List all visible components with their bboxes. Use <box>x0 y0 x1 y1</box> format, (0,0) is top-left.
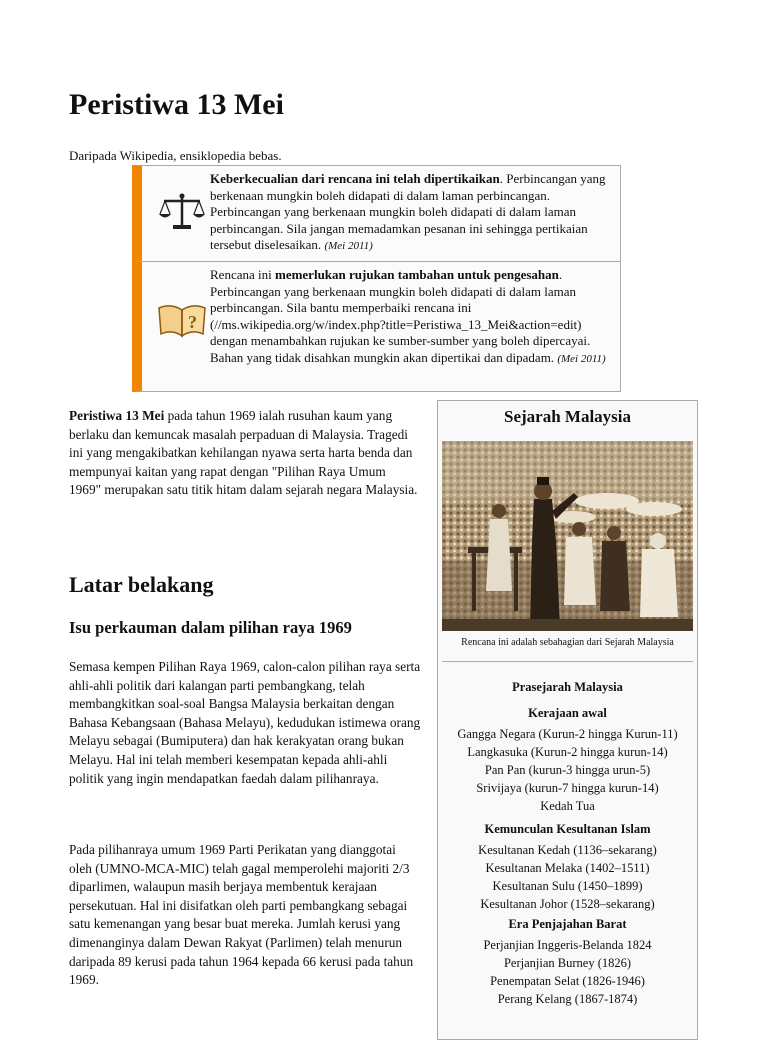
scales-icon <box>154 192 210 232</box>
paragraph-campaign: Semasa kempen Pilihan Raya 1969, calon-calon pilihan raya serta ahli-ahli politik dari kalangan parti pembangkang, telah membangkitkan soal-soal Bangsa Malaysia berkaitan dengan Bahasa Kebangsaan (Bahasa Melayu), kedudukan istimewa orang Melayu sebagai (Bumiputera) dan hak kerakyatan orang bukan Melayu. Hal ini telah memberi kesempatan kepada ahli-ahli politik yang ingin mendapatkan faedah dalam pilihanraya. <box>69 659 421 786</box>
references-notice-text: Rencana ini memerlukan rujukan tambahan untuk pengesahan. Perbincangan yang berkenaan mungkin boleh didapati di dalam laman perbincangan. Sila bantu memperbaiki rencana ini (//ms.wikipedia.org/w/index.php?title=Peristiwa_13_Mei&action=edit) dengan menambahkan rujukan ke sumber-sumber yang boleh dipercayai. Bahan yang tidak disahkan mungkin akan dipertikai dan dipadam. (Mei 2011) <box>210 267 606 365</box>
infobox-title: Sejarah Malaysia <box>503 407 632 426</box>
notice-heading: memerlukan rujukan tambahan untuk pengesahan <box>274 267 559 282</box>
paragraph-results: Pada pilihanraya umum 1969 Parti Perikatan yang dianggotai oleh (UMNO-MCA-MIC) telah gagal memperolehi majoriti 2/3 diparlimen, walaupun masih berjaya membentuk kerajaan persekutuan. Hal ini disifatkan oleh parti pembangkang sebagai satu kemenangan yang besar buat mereka. Jumlah kerusi yang dimenanginya dalam Dewan Rakyat (Parlimen) telah menurun daripada 89 kerusi pada tahun 1964 kepada 66 kerusi pada tahun 1969. <box>69 842 414 988</box>
notice-heading: Keberkecualian dari rencana ini telah dipertikaikan <box>210 171 500 186</box>
nav-item[interactable]: Kesultanan Sulu (1450–1899) <box>492 879 643 893</box>
nav-item[interactable]: Srivijaya (kurun-7 hingga kurun-14) <box>476 781 659 795</box>
notice-body: Perbincangan yang berkenaan mungkin boleh didapati di dalam laman perbincangan. Sila bantu memperbaiki rencana ini (//ms.wikipedia.org/w/index.php?title=Peristiwa_13_Mei&action=edit) dengan menambahkan rujukan ke sumber-sumber yang boleh dipercayai. Bahan yang tidak disahkan mungkin akan dipertikai dan dipadam. <box>210 283 591 365</box>
source-line: Daripada Wikipedia, ensiklopedia bebas. <box>69 148 282 163</box>
subsection-heading: Isu perkauman dalam pilihan raya 1969 <box>69 618 352 637</box>
references-notice <box>132 262 621 392</box>
nav-item[interactable]: Penempatan Selat (1826-1946) <box>490 974 645 988</box>
nav-item[interactable]: Kedah Tua <box>540 799 595 813</box>
dispute-notice <box>132 165 621 262</box>
nav-item[interactable]: Kesultanan Johor (1528–sekarang) <box>480 897 655 911</box>
nav-item[interactable]: Kesultanan Kedah (1136–sekarang) <box>478 843 657 857</box>
intro-bold: Peristiwa 13 Mei <box>69 408 165 423</box>
nav-item[interactable]: Perjanjian Inggeris-Belanda 1824 <box>483 938 652 952</box>
dispute-notice-text: Keberkecualian dari rencana ini telah dipertikaikan. Perbincangan yang berkenaan mungkin boleh didapati di dalam laman perbincangan. Perbincangan yang berkenaan mungkin boleh didapati di dalam laman perbincangan. Sila jangan memadamkan pesanan ini sehingga pertikaian tersebut diselesaikan. (Mei 2011) <box>210 171 606 252</box>
nav-heading: Era Penjajahan Barat <box>508 917 627 931</box>
nav-heading[interactable]: Prasejarah Malaysia <box>512 680 623 694</box>
nav-item[interactable]: Perang Kelang (1867-1874) <box>497 992 638 1006</box>
nav-item[interactable]: Langkasuka (Kurun-2 hingga kurun-14) <box>467 745 668 759</box>
notice-date: (Mei 2011) <box>557 352 606 365</box>
section-heading: Latar belakang <box>69 572 214 597</box>
notice-date: (Mei 2011) <box>324 240 373 252</box>
infobox-navlist <box>438 678 697 1008</box>
infobox-caption: Rencana ini adalah sebahagian dari Sejarah Malaysia <box>461 637 674 648</box>
svg-text:?: ? <box>188 312 197 332</box>
nav-item[interactable]: Kesultanan Melaka (1402–1511) <box>485 861 650 875</box>
nav-heading: Kerajaan awal <box>528 706 607 720</box>
intro-paragraph: Peristiwa 13 Mei pada tahun 1969 ialah rusuhan kaum yang berlaku dan kemuncak masalah perpaduan di Malaysia. Tragedi ini yang mengakibatkan kehilangan nyawa serta harta benda dan mempunyai kaitan yang rapat dengan "Pilihan Raya Umum 1969" merupakan satu titik hitam dalam sejarah negara Malaysia. <box>69 408 418 498</box>
nav-item[interactable]: Gangga Negara (Kurun-2 hingga Kurun-11) <box>457 727 678 741</box>
nav-item[interactable]: Pan Pan (kurun-3 hingga urun-5) <box>484 763 651 777</box>
nav-heading: Kemunculan Kesultanan Islam <box>484 822 651 836</box>
notice-body: Perbincangan yang berkenaan mungkin boleh didapati di dalam laman perbincangan. Perbincangan yang berkenaan mungkin boleh didapati di dalam laman perbincangan. Sila jangan memadamkan pesanan ini sehingga pertikaian tersebut diselesaikan. <box>210 171 606 252</box>
infobox-divider <box>442 661 693 662</box>
infobox-sejarah-malaysia <box>437 400 698 1040</box>
historical-photo <box>442 441 693 631</box>
nav-item[interactable]: Perjanjian Burney (1826) <box>503 956 632 970</box>
page-title: Peristiwa 13 Mei <box>69 88 284 121</box>
open-book-icon <box>154 302 210 340</box>
